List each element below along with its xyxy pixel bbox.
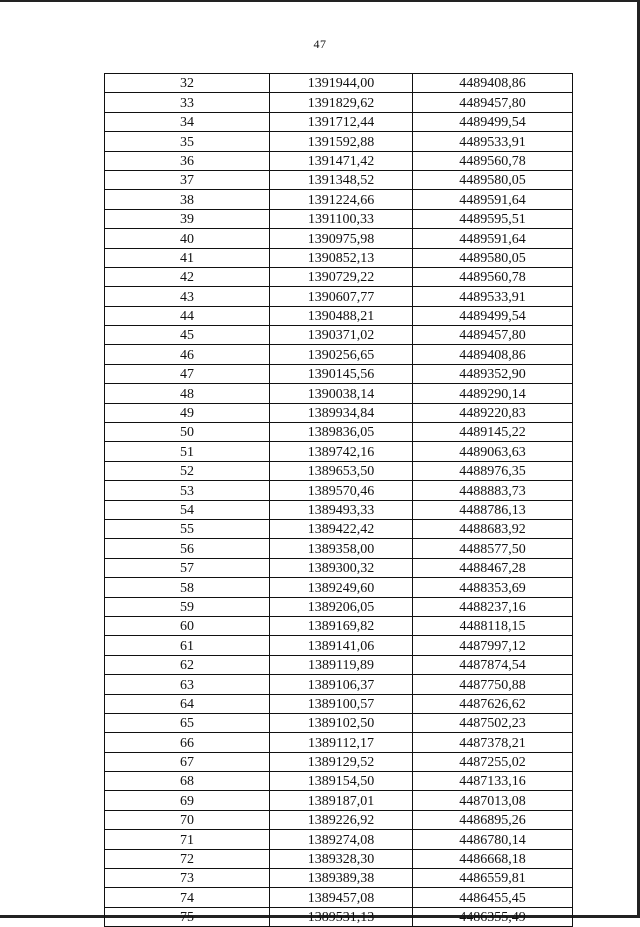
table-row: [105, 112, 573, 131]
table-row: [105, 151, 573, 170]
table-row: [105, 132, 573, 151]
x-coordinate-cell: 1390371,02: [270, 326, 413, 345]
point-number-cell: 57: [105, 558, 270, 577]
point-number-cell: 33: [105, 93, 270, 112]
y-coordinate-cell: 4489595,51: [413, 209, 573, 228]
point-number-cell: 71: [105, 830, 270, 849]
point-number-cell: 32: [105, 74, 270, 93]
x-coordinate-cell: 1389187,01: [270, 791, 413, 810]
y-coordinate-cell: 4487997,12: [413, 636, 573, 655]
table-row: [105, 326, 573, 345]
x-coordinate-cell: 1389154,50: [270, 772, 413, 791]
point-number-cell: 62: [105, 655, 270, 674]
table-row: [105, 93, 573, 112]
y-coordinate-cell: 4486780,14: [413, 830, 573, 849]
table-row: [105, 830, 573, 849]
table-row: [105, 190, 573, 209]
x-coordinate-cell: 1389653,50: [270, 461, 413, 480]
x-coordinate-cell: 1390256,65: [270, 345, 413, 364]
x-coordinate-cell: 1390145,56: [270, 364, 413, 383]
y-coordinate-cell: 4489499,54: [413, 306, 573, 325]
y-coordinate-cell: 4489591,64: [413, 190, 573, 209]
x-coordinate-cell: 1389274,08: [270, 830, 413, 849]
x-coordinate-cell: 1389206,05: [270, 597, 413, 616]
x-coordinate-cell: 1389934,84: [270, 403, 413, 422]
x-coordinate-cell: 1390729,22: [270, 267, 413, 286]
point-number-cell: 44: [105, 306, 270, 325]
point-number-cell: 46: [105, 345, 270, 364]
x-coordinate-cell: 1389119,89: [270, 655, 413, 674]
table-row: [105, 791, 573, 810]
table-row: [105, 403, 573, 422]
y-coordinate-cell: 4488976,35: [413, 461, 573, 480]
x-coordinate-cell: 1389742,16: [270, 442, 413, 461]
point-number-cell: 53: [105, 481, 270, 500]
table-row: [105, 423, 573, 442]
table-row: [105, 519, 573, 538]
table-row: [105, 481, 573, 500]
point-number-cell: 49: [105, 403, 270, 422]
x-coordinate-cell: 1389249,60: [270, 578, 413, 597]
x-coordinate-cell: 1389531,13: [270, 907, 413, 926]
point-number-cell: 35: [105, 132, 270, 151]
point-number-cell: 68: [105, 772, 270, 791]
point-number-cell: 48: [105, 384, 270, 403]
point-number-cell: 60: [105, 616, 270, 635]
y-coordinate-cell: 4486895,26: [413, 810, 573, 829]
table-row: [105, 636, 573, 655]
x-coordinate-cell: 1391592,88: [270, 132, 413, 151]
table-row: [105, 655, 573, 674]
table-row: [105, 675, 573, 694]
table-row: [105, 578, 573, 597]
x-coordinate-cell: 1389141,06: [270, 636, 413, 655]
point-number-cell: 65: [105, 713, 270, 732]
y-coordinate-cell: 4488353,69: [413, 578, 573, 597]
page-number: 47: [313, 37, 327, 51]
point-number-cell: 74: [105, 888, 270, 907]
table-row: [105, 287, 573, 306]
x-coordinate-cell: 1391471,42: [270, 151, 413, 170]
table-row: [105, 442, 573, 461]
coordinates-table-body: [105, 74, 573, 927]
x-coordinate-cell: 1389836,05: [270, 423, 413, 442]
table-row: [105, 500, 573, 519]
point-number-cell: 73: [105, 869, 270, 888]
y-coordinate-cell: 4486455,45: [413, 888, 573, 907]
table-row: [105, 170, 573, 189]
point-number-cell: 51: [105, 442, 270, 461]
y-coordinate-cell: 4489580,05: [413, 170, 573, 189]
point-number-cell: 55: [105, 519, 270, 538]
table-row: [105, 558, 573, 577]
point-number-cell: 58: [105, 578, 270, 597]
x-coordinate-cell: 1389169,82: [270, 616, 413, 635]
x-coordinate-cell: 1389112,17: [270, 733, 413, 752]
point-number-cell: 67: [105, 752, 270, 771]
table-row: [105, 694, 573, 713]
table-row: [105, 616, 573, 635]
y-coordinate-cell: 4489408,86: [413, 74, 573, 93]
x-coordinate-cell: 1391712,44: [270, 112, 413, 131]
x-coordinate-cell: 1389493,33: [270, 500, 413, 519]
y-coordinate-cell: 4488118,15: [413, 616, 573, 635]
table-row: [105, 229, 573, 248]
x-coordinate-cell: 1390607,77: [270, 287, 413, 306]
y-coordinate-cell: 4486668,18: [413, 849, 573, 868]
x-coordinate-cell: 1389102,50: [270, 713, 413, 732]
y-coordinate-cell: 4488883,73: [413, 481, 573, 500]
point-number-cell: 43: [105, 287, 270, 306]
y-coordinate-cell: 4489499,54: [413, 112, 573, 131]
x-coordinate-cell: 1389300,32: [270, 558, 413, 577]
point-number-cell: 63: [105, 675, 270, 694]
y-coordinate-cell: 4489457,80: [413, 326, 573, 345]
x-coordinate-cell: 1389226,92: [270, 810, 413, 829]
x-coordinate-cell: 1389457,08: [270, 888, 413, 907]
point-number-cell: 72: [105, 849, 270, 868]
y-coordinate-cell: 4488577,50: [413, 539, 573, 558]
point-number-cell: 41: [105, 248, 270, 267]
x-coordinate-cell: 1389570,46: [270, 481, 413, 500]
y-coordinate-cell: 4488237,16: [413, 597, 573, 616]
point-number-cell: 52: [105, 461, 270, 480]
point-number-cell: 69: [105, 791, 270, 810]
table-row: [105, 713, 573, 732]
x-coordinate-cell: 1389100,57: [270, 694, 413, 713]
point-number-cell: 40: [105, 229, 270, 248]
table-row: [105, 907, 573, 926]
y-coordinate-cell: 4489408,86: [413, 345, 573, 364]
x-coordinate-cell: 1391100,33: [270, 209, 413, 228]
table-row: [105, 267, 573, 286]
y-coordinate-cell: 4487874,54: [413, 655, 573, 674]
table-row: [105, 384, 573, 403]
table-row: [105, 209, 573, 228]
point-number-cell: 45: [105, 326, 270, 345]
y-coordinate-cell: 4487626,62: [413, 694, 573, 713]
table-row: [105, 733, 573, 752]
x-coordinate-cell: 1389129,52: [270, 752, 413, 771]
table-row: [105, 888, 573, 907]
x-coordinate-cell: 1390038,14: [270, 384, 413, 403]
table-row: [105, 74, 573, 93]
y-coordinate-cell: 4489560,78: [413, 267, 573, 286]
x-coordinate-cell: 1391224,66: [270, 190, 413, 209]
point-number-cell: 39: [105, 209, 270, 228]
point-number-cell: 54: [105, 500, 270, 519]
y-coordinate-cell: 4489063,63: [413, 442, 573, 461]
y-coordinate-cell: 4486355,49: [413, 907, 573, 926]
x-coordinate-cell: 1391348,52: [270, 170, 413, 189]
x-coordinate-cell: 1391944,00: [270, 74, 413, 93]
x-coordinate-cell: 1390488,21: [270, 306, 413, 325]
y-coordinate-cell: 4489533,91: [413, 132, 573, 151]
table-row: [105, 772, 573, 791]
point-number-cell: 70: [105, 810, 270, 829]
table-row: [105, 461, 573, 480]
point-number-cell: 56: [105, 539, 270, 558]
y-coordinate-cell: 4487255,02: [413, 752, 573, 771]
page-top-edge: [0, 0, 640, 2]
table-row: [105, 345, 573, 364]
point-number-cell: 61: [105, 636, 270, 655]
x-coordinate-cell: 1389328,30: [270, 849, 413, 868]
coordinates-table: [104, 73, 573, 927]
x-coordinate-cell: 1390852,13: [270, 248, 413, 267]
table-row: [105, 810, 573, 829]
point-number-cell: 47: [105, 364, 270, 383]
point-number-cell: 38: [105, 190, 270, 209]
y-coordinate-cell: 4487502,23: [413, 713, 573, 732]
point-number-cell: 66: [105, 733, 270, 752]
x-coordinate-cell: 1391829,62: [270, 93, 413, 112]
y-coordinate-cell: 4488467,28: [413, 558, 573, 577]
y-coordinate-cell: 4489290,14: [413, 384, 573, 403]
table-row: [105, 248, 573, 267]
point-number-cell: 50: [105, 423, 270, 442]
y-coordinate-cell: 4489580,05: [413, 248, 573, 267]
table-row: [105, 597, 573, 616]
point-number-cell: 75: [105, 907, 270, 926]
y-coordinate-cell: 4489533,91: [413, 287, 573, 306]
point-number-cell: 64: [105, 694, 270, 713]
point-number-cell: 37: [105, 170, 270, 189]
y-coordinate-cell: 4486559,81: [413, 869, 573, 888]
x-coordinate-cell: 1389358,00: [270, 539, 413, 558]
point-number-cell: 42: [105, 267, 270, 286]
y-coordinate-cell: 4489560,78: [413, 151, 573, 170]
y-coordinate-cell: 4489220,83: [413, 403, 573, 422]
table-row: [105, 306, 573, 325]
point-number-cell: 59: [105, 597, 270, 616]
x-coordinate-cell: 1390975,98: [270, 229, 413, 248]
table-row: [105, 752, 573, 771]
y-coordinate-cell: 4487378,21: [413, 733, 573, 752]
y-coordinate-cell: 4489352,90: [413, 364, 573, 383]
x-coordinate-cell: 1389422,42: [270, 519, 413, 538]
table-row: [105, 849, 573, 868]
y-coordinate-cell: 4488683,92: [413, 519, 573, 538]
y-coordinate-cell: 4487013,08: [413, 791, 573, 810]
y-coordinate-cell: 4489145,22: [413, 423, 573, 442]
table-row: [105, 539, 573, 558]
point-number-cell: 34: [105, 112, 270, 131]
point-number-cell: 36: [105, 151, 270, 170]
table-row: [105, 869, 573, 888]
x-coordinate-cell: 1389389,38: [270, 869, 413, 888]
x-coordinate-cell: 1389106,37: [270, 675, 413, 694]
y-coordinate-cell: 4487750,88: [413, 675, 573, 694]
y-coordinate-cell: 4488786,13: [413, 500, 573, 519]
y-coordinate-cell: 4489591,64: [413, 229, 573, 248]
y-coordinate-cell: 4489457,80: [413, 93, 573, 112]
y-coordinate-cell: 4487133,16: [413, 772, 573, 791]
table-row: [105, 364, 573, 383]
